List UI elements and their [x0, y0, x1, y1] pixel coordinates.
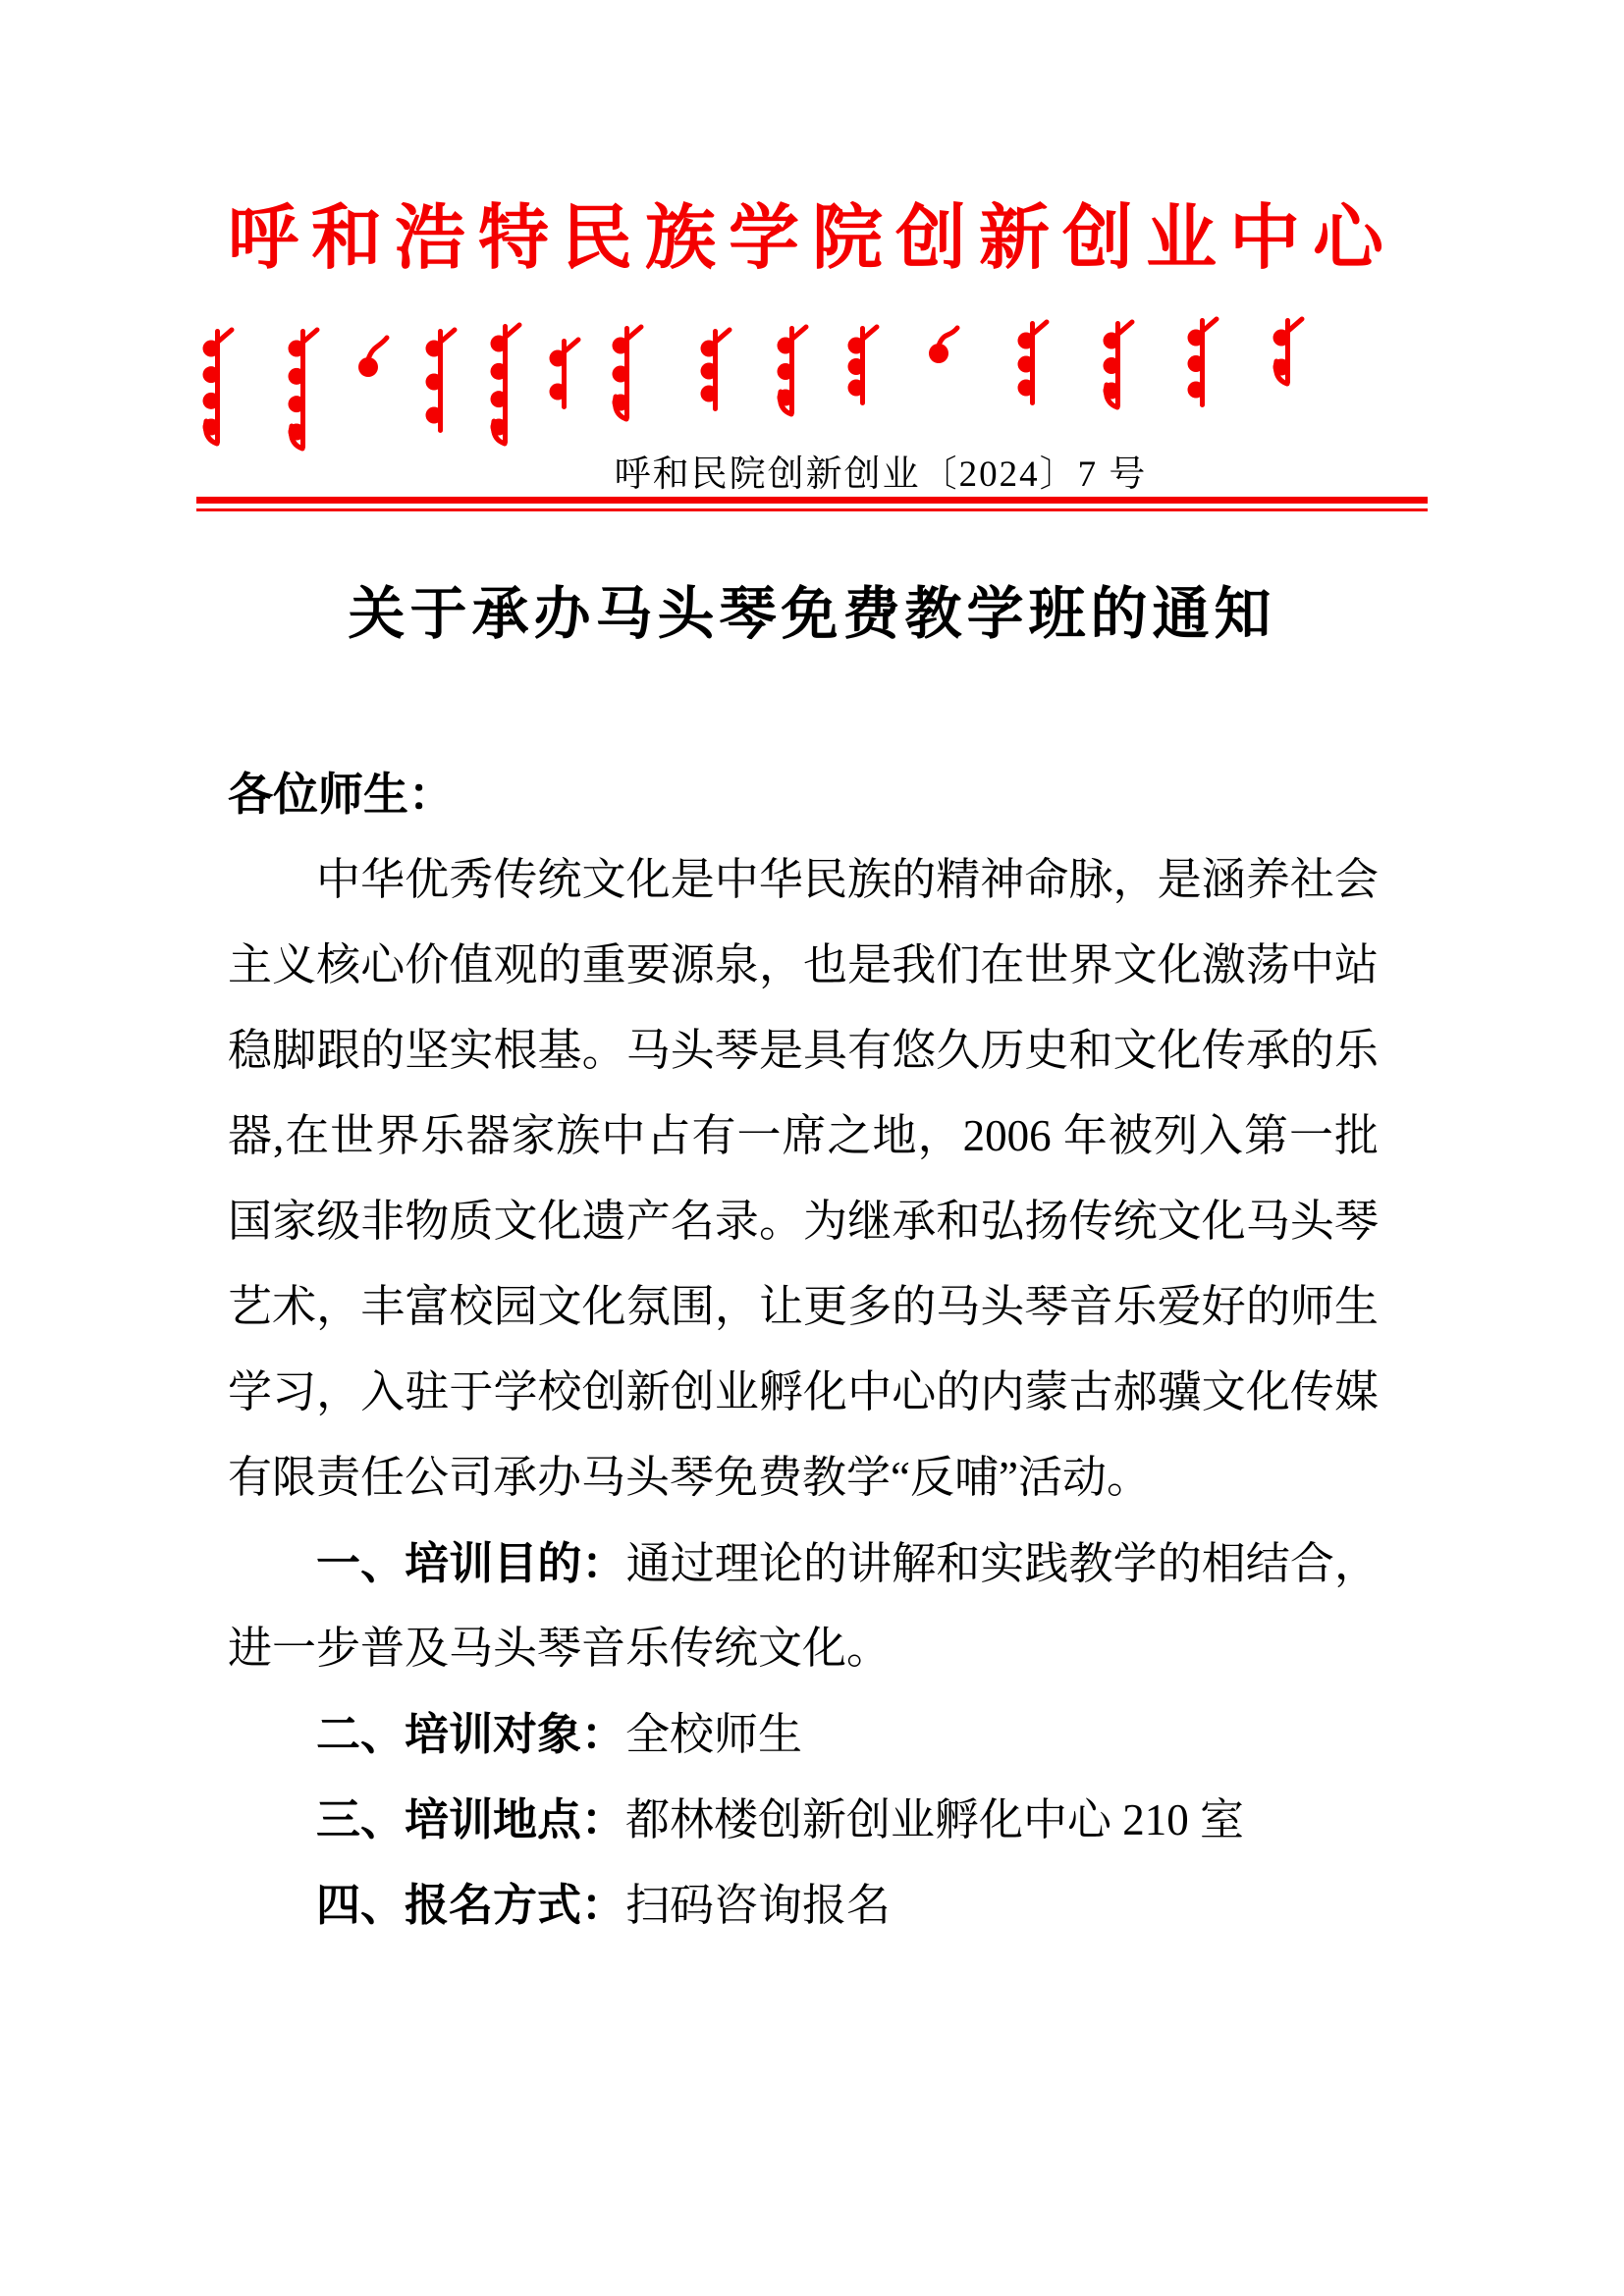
section-line — [228, 1606, 1379, 1691]
line-text: 国家级非物质文化遗产名录。为继承和弘扬传统文化马头琴 — [228, 1197, 1379, 1246]
paragraph-line — [228, 1350, 1379, 1435]
line-text: 主义核心价值观的重要源泉，也是我们在世界文化激荡中站 — [228, 940, 1379, 989]
mongolian-word — [926, 324, 961, 373]
line-text: 中华优秀传统文化是中华民族的精神命脉，是涵养社会 — [316, 855, 1379, 904]
notice-title: 关于承办马头琴免费教学班的通知 — [348, 582, 1276, 646]
line-text: 艺术，丰富校园文化氛围，让更多的马头琴音乐爱好的师生 — [228, 1282, 1379, 1331]
mongolian-word — [699, 327, 734, 421]
mongolian-script-line — [0, 0, 1624, 461]
mongolian-word — [1272, 316, 1307, 395]
mongolian-word — [611, 324, 646, 430]
salutation: 各位师生： — [228, 769, 454, 820]
line-text: 稳脚跟的坚实根基。马头琴是具有悠久历史和文化传承的乐 — [228, 1026, 1379, 1075]
mongolian-word — [489, 322, 524, 454]
section-label: 二、培训对象： — [316, 1709, 626, 1759]
mongolian-word — [287, 327, 322, 459]
section-label: 一、培训目的： — [316, 1538, 626, 1588]
section-label: 四、报名方式： — [316, 1880, 626, 1930]
paragraph-line — [228, 837, 1379, 923]
line-text: 都林楼创新创业孵化中心 210 室 — [625, 1795, 1245, 1844]
section-line — [228, 1691, 1379, 1777]
section-line — [228, 1521, 1379, 1606]
mongolian-word — [1102, 319, 1137, 418]
line-text: 学习，入驻于学校创新创业孵化中心的内蒙古郝骥文化传媒 — [228, 1367, 1379, 1416]
line-text: 器,在世界乐器家族中占有一席之地，2006 年被列入第一批 — [228, 1111, 1379, 1160]
line-text: 进一步普及马头琴音乐传统文化。 — [228, 1624, 892, 1673]
red-header-rule — [196, 497, 1428, 511]
mongolian-word — [548, 337, 583, 419]
section-line — [228, 1777, 1379, 1862]
line-text: 通过理论的讲解和实践教学的相结合， — [625, 1539, 1379, 1588]
paragraph-line — [228, 1008, 1379, 1094]
mongolian-word — [1186, 316, 1221, 417]
section-line — [228, 1862, 1379, 1948]
document-body — [228, 752, 1379, 1948]
mongolian-word — [776, 324, 811, 425]
mongolian-word — [846, 324, 882, 415]
document-number: 呼和民院创新创业〔2024〕7 号 — [614, 454, 1148, 495]
section-label: 三、培训地点： — [316, 1794, 626, 1844]
body-lines — [228, 837, 1379, 1948]
paragraph-line — [228, 1094, 1379, 1179]
mongolian-word — [201, 327, 237, 454]
mongolian-word — [424, 327, 460, 443]
mongolian-word — [1016, 319, 1052, 415]
line-text: 扫码咨询报名 — [625, 1881, 892, 1930]
paragraph-line — [228, 1264, 1379, 1350]
paragraph-line — [228, 923, 1379, 1008]
paragraph-line — [228, 1179, 1379, 1264]
paragraph-line — [228, 1435, 1379, 1521]
line-text: 有限责任公司承办马头琴免费教学“反哺”活动。 — [228, 1453, 1151, 1502]
line-text: 全校师生 — [625, 1710, 803, 1759]
mongolian-word — [355, 334, 391, 387]
red-header-org-title: 呼和浩特民族学院创新创业中心 — [227, 199, 1396, 278]
